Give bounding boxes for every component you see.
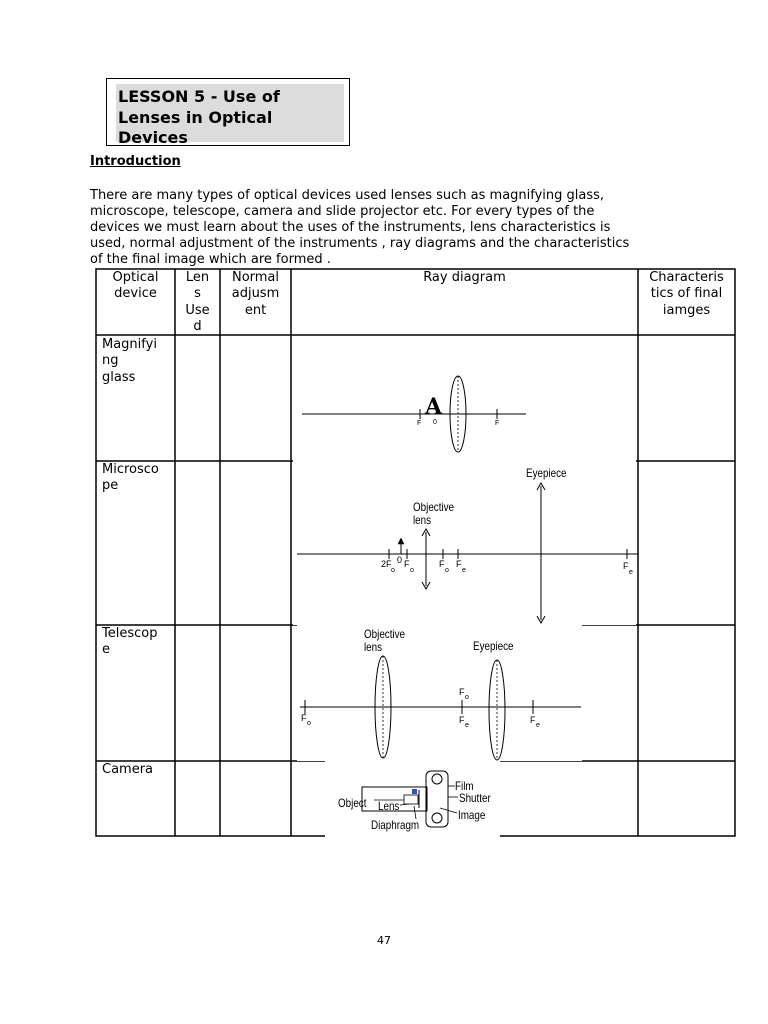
- header-normal-adjustment-text: Normal adjusm ent: [231, 270, 280, 318]
- telescope-fe-right: F: [530, 715, 536, 725]
- telescope-fe-below: F: [459, 715, 465, 725]
- intro-line: devices we must learn about the uses of the instruments, lens characteristics is: [90, 220, 611, 235]
- header-lens-used-text: Len s Use d: [185, 270, 210, 334]
- magnifier-object-label: A: [425, 394, 443, 420]
- camera-shutter-label: Shutter: [459, 791, 491, 805]
- telescope-fo-top-sub: o: [465, 694, 469, 701]
- camera-film-label: Film: [455, 779, 474, 793]
- microscope-tick-0: 0: [397, 555, 403, 565]
- image-marker: [412, 789, 417, 794]
- header-characteristics-text: Characteris tics of final iamges: [649, 270, 724, 318]
- intro-heading: Introduction: [90, 154, 181, 169]
- diagram-patch: [293, 459, 636, 625]
- row-device-camera: Camera: [102, 762, 154, 777]
- camera-diaphragm-label: Diaphragm: [371, 818, 420, 832]
- camera-image-label: Image: [458, 808, 486, 822]
- telescope-fo-left: F: [301, 713, 307, 723]
- microscope-tick-fe2: F: [623, 561, 629, 571]
- intro-line: used, normal adjustment of the instruments , ray diagrams and the characteristics: [90, 236, 630, 251]
- header-ray-diagram-text: Ray diagram: [423, 270, 506, 285]
- intro-line: There are many types of optical devices used lenses such as magnifying glass,: [90, 188, 605, 203]
- row-device-microscope: Microsco pe: [102, 462, 159, 494]
- microscope-tick-fe: F: [456, 559, 462, 569]
- diagram-patch: [297, 621, 582, 761]
- telescope-fo-top: F: [459, 687, 465, 697]
- microscope-eyepiece-label: Eyepiece: [526, 466, 567, 480]
- intro-line: of the final image which are formed .: [90, 252, 331, 267]
- header-ray-diagram: [291, 270, 638, 286]
- microscope-objective-label: Objective lens: [413, 500, 455, 527]
- header-normal-adjustment: [220, 270, 291, 319]
- magnifier-f-right: F: [495, 420, 500, 427]
- intro-line: microscope, telescope, camera and slide projector etc. For every types of the: [90, 204, 595, 219]
- camera-lens-label: Lens: [378, 799, 400, 813]
- microscope-tick-fo2: F: [439, 559, 445, 569]
- magnifier-o-label: 0: [433, 419, 437, 426]
- lesson-title: LESSON 5 - Use of Lenses in Optical Devices: [118, 87, 280, 147]
- microscope-tick-fo-sub: o: [410, 567, 414, 574]
- microscope-tick-fe2-sub: e: [629, 569, 633, 576]
- microscope-tick-2f-sub: o: [391, 567, 395, 574]
- header-lens-used: [175, 270, 220, 335]
- header-characteristics: [638, 270, 735, 319]
- header-optical-device: [96, 270, 175, 303]
- page-number: 47: [377, 934, 391, 947]
- camera-object-label: Object: [338, 796, 367, 810]
- diagram-patch: [293, 337, 525, 457]
- telescope-fe-below-sub: e: [465, 722, 469, 729]
- header-optical-device-text: Optical device: [112, 270, 159, 302]
- row-device-telescope: Telescop e: [102, 626, 158, 658]
- microscope-tick-fo: F: [404, 559, 410, 569]
- telescope-fe-right-sub: e: [536, 722, 540, 729]
- microscope-tick-fo2-sub: o: [445, 567, 449, 574]
- microscope-tick-fe-sub: e: [462, 567, 466, 574]
- magnifier-f-left: F: [417, 420, 422, 427]
- telescope-objective-label: Objective lens: [364, 627, 406, 654]
- row-device-magnifying-glass: Magnifyi ng glass: [102, 337, 157, 385]
- telescope-eyepiece-label: Eyepiece: [473, 639, 514, 653]
- microscope-tick-2f: 2F: [381, 559, 392, 569]
- telescope-fo-left-sub: o: [307, 720, 311, 727]
